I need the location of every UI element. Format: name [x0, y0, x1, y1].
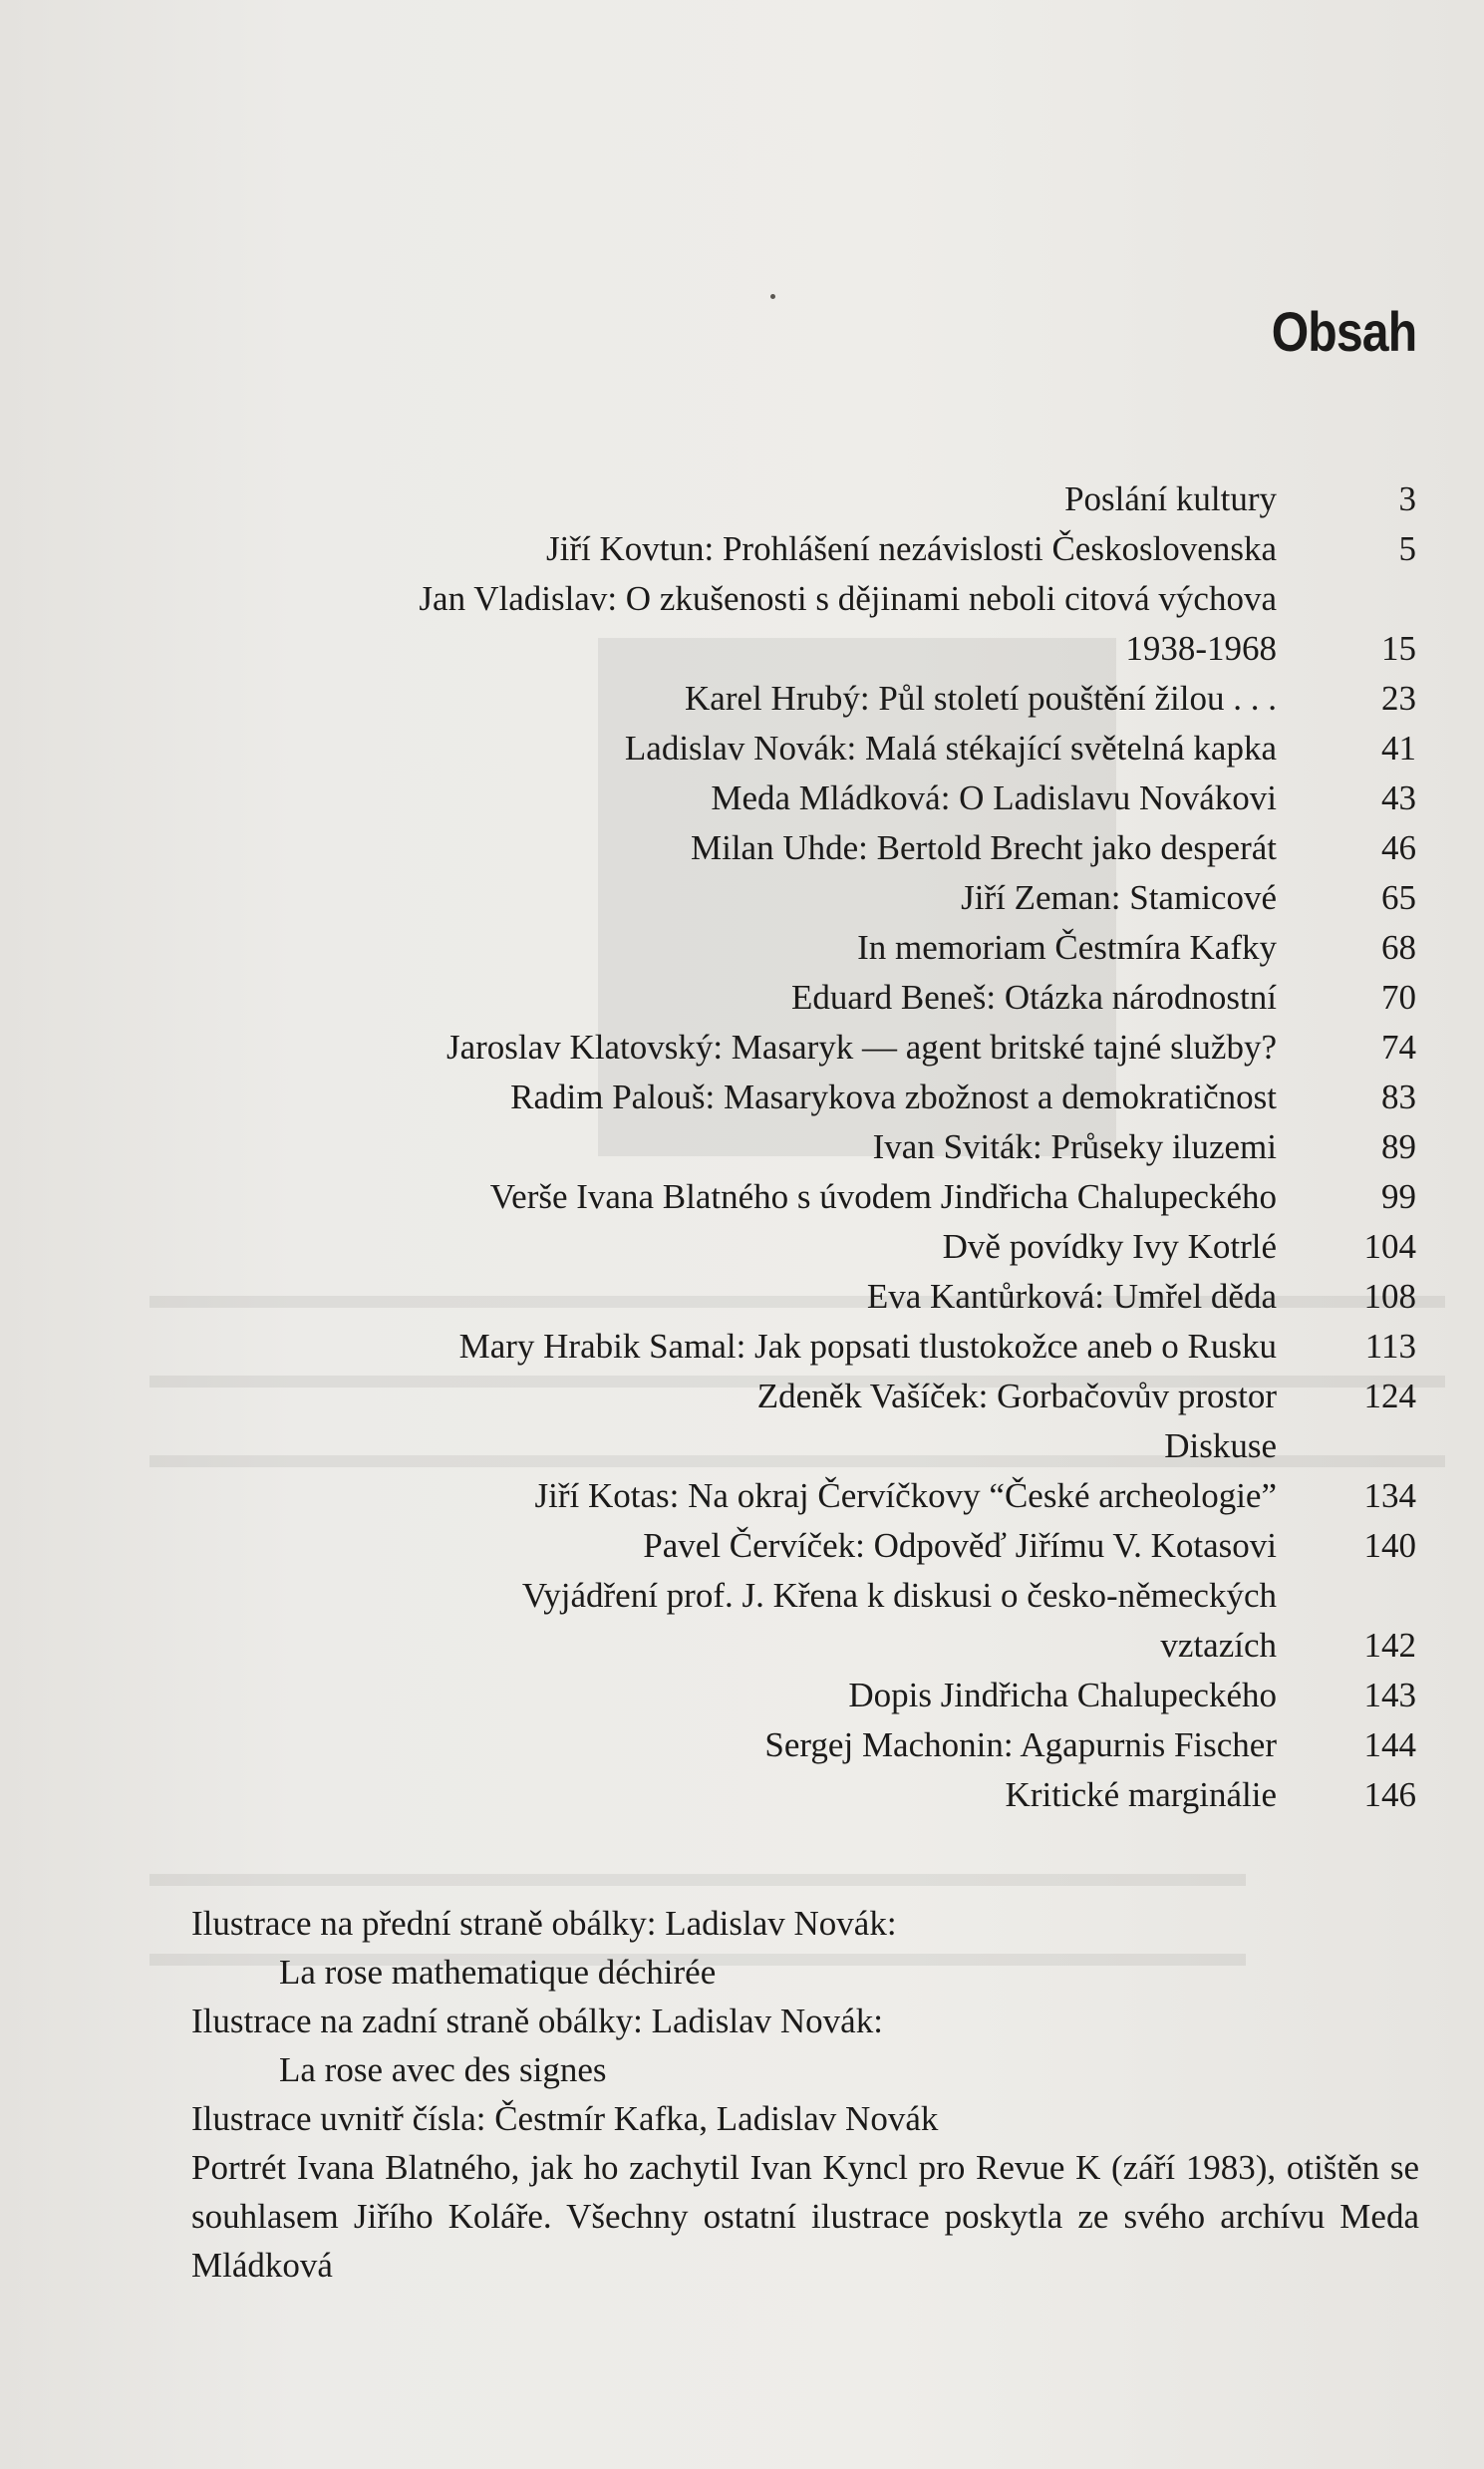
toc-entry-page-number: 142 — [1363, 1626, 1416, 1665]
toc-entry-page-number: 68 — [1381, 928, 1416, 967]
toc-entry-page-number: 146 — [1363, 1775, 1416, 1814]
toc-entry-title: Poslání kultury — [1064, 479, 1277, 518]
toc-entry-page-number: 65 — [1381, 878, 1416, 917]
toc-entry-title: Radim Palouš: Masarykova zbožnost a demokratičnost — [510, 1078, 1277, 1116]
toc-entry-title: Diskuse — [1164, 1426, 1277, 1465]
front-cover-title: La rose mathematique déchirée — [279, 1953, 717, 1992]
toc-entry-page-number: 23 — [1381, 679, 1416, 718]
toc-entry-title: Jan Vladislav: O zkušenosti s dějinami neboli citová výchova 1938-1968 — [419, 579, 1277, 668]
toc-entry-title: Eduard Beneš: Otázka národnostní — [791, 978, 1277, 1017]
toc-entry-page-number: 74 — [1381, 1028, 1416, 1067]
toc-entry — [184, 823, 1416, 873]
toc-entry — [184, 1073, 1416, 1122]
toc-entry-title: Sergej Machonin: Agapurnis Fischer — [764, 1725, 1277, 1764]
toc-entry-title: Jiří Zeman: Stamicové — [961, 878, 1277, 917]
back-cover-title: La rose avec des signes — [279, 2050, 607, 2089]
toc-entry — [184, 524, 1416, 574]
toc-entry — [184, 674, 1416, 724]
toc-entry-page-number: 99 — [1381, 1177, 1416, 1216]
toc-entry-title: Dopis Jindřicha Chalupeckého — [848, 1676, 1277, 1714]
toc-entry-page-number: 124 — [1363, 1377, 1416, 1415]
toc-entry — [184, 474, 1416, 524]
toc-entry-page-number: 144 — [1363, 1725, 1416, 1764]
toc-entry-page-number: 140 — [1363, 1526, 1416, 1565]
toc-entry-title: Milan Uhde: Bertold Brecht jako desperát — [690, 828, 1277, 867]
toc-entry — [184, 1720, 1416, 1770]
toc-entry — [184, 1521, 1416, 1571]
toc-entry-page-number: 108 — [1363, 1277, 1416, 1316]
toc-entry-title: Pavel Červíček: Odpověď Jiřímu V. Kotasovi — [643, 1526, 1277, 1565]
table-of-contents — [184, 474, 1416, 1820]
toc-entry — [184, 1471, 1416, 1521]
toc-entry-page-number: 143 — [1363, 1676, 1416, 1714]
toc-entry — [184, 1571, 1416, 1671]
toc-entry — [184, 1172, 1416, 1222]
toc-entry-page-number: 41 — [1381, 729, 1416, 768]
toc-entry-title: Zdeněk Vašíček: Gorbačovův prostor — [756, 1377, 1277, 1415]
toc-entry — [184, 724, 1416, 773]
toc-entry — [184, 873, 1416, 923]
toc-entry-title: Kritické marginálie — [1005, 1775, 1277, 1814]
toc-entry — [184, 1023, 1416, 1073]
toc-entry — [184, 1272, 1416, 1322]
page-title: Obsah — [1271, 300, 1416, 363]
toc-entry-page-number: 104 — [1363, 1227, 1416, 1266]
toc-entry-page-number: 83 — [1381, 1078, 1416, 1116]
toc-entry — [184, 1122, 1416, 1172]
toc-entry-title: Karel Hrubý: Půl století pouštění žilou . . . — [685, 679, 1277, 718]
toc-entry — [184, 574, 1416, 674]
toc-entry — [184, 773, 1416, 823]
illustration-notes — [191, 1899, 1419, 2290]
toc-entry — [184, 1222, 1416, 1272]
toc-entry — [184, 1770, 1416, 1820]
toc-entry-page-number: 89 — [1381, 1127, 1416, 1166]
toc-entry-page-number: 3 — [1398, 479, 1416, 518]
toc-entry-title: Dvě povídky Ivy Kotrlé — [942, 1227, 1277, 1266]
toc-entry-page-number: 134 — [1363, 1476, 1416, 1515]
toc-entry-page-number: 15 — [1381, 629, 1416, 668]
inside-illustrations: Ilustrace uvnitř čísla: Čestmír Kafka, Ladislav Novák — [191, 2099, 939, 2138]
portrait-credit: Portrét Ivana Blatného, jak ho zachytil Ivan Kyncl pro Revue K (září 1983), otištěn se souhlasem Jiřího Koláře. Všechny ostatní ilustrace poskytla ze svého archívu Meda Mládková — [191, 2148, 1419, 2285]
toc-entry-title: Eva Kantůrková: Umřel děda — [866, 1277, 1277, 1316]
toc-entry-title: Vyjádření prof. J. Křena k diskusi o česko-německých vztazích — [521, 1576, 1277, 1665]
toc-entry — [184, 1421, 1416, 1471]
toc-entry — [184, 923, 1416, 973]
toc-entry — [184, 973, 1416, 1023]
back-cover-label: Ilustrace na zadní straně obálky: Ladislav Novák: — [191, 2002, 883, 2040]
toc-entry — [184, 1322, 1416, 1372]
toc-entry-title: Verše Ivana Blatného s úvodem Jindřicha Chalupeckého — [489, 1177, 1277, 1216]
toc-entry-page-number: 43 — [1381, 778, 1416, 817]
speck-mark — [770, 294, 775, 299]
toc-entry-title: Meda Mládková: O Ladislavu Novákovi — [711, 778, 1277, 817]
toc-entry-title: Ivan Sviták: Průseky iluzemi — [872, 1127, 1277, 1166]
toc-entry-title: Jaroslav Klatovský: Masaryk — agent britské tajné služby? — [446, 1028, 1277, 1067]
toc-entry-page-number: 113 — [1364, 1327, 1416, 1366]
toc-entry-title: Jiří Kotas: Na okraj Červíčkovy “České archeologie” — [534, 1476, 1277, 1515]
toc-entry-title: In memoriam Čestmíra Kafky — [857, 928, 1277, 967]
toc-entry — [184, 1372, 1416, 1421]
toc-entry-page-number: 46 — [1381, 828, 1416, 867]
toc-entry-page-number: 5 — [1398, 529, 1416, 568]
toc-entry-page-number: 70 — [1381, 978, 1416, 1017]
toc-entry-title: Jiří Kovtun: Prohlášení nezávislosti Československa — [546, 529, 1277, 568]
toc-entry — [184, 1671, 1416, 1720]
toc-entry-title: Mary Hrabik Samal: Jak popsati tlustokožce aneb o Rusku — [458, 1327, 1277, 1366]
toc-entry-title: Ladislav Novák: Malá stékající světelná kapka — [624, 729, 1277, 768]
front-cover-label: Ilustrace na přední straně obálky: Ladislav Novák: — [191, 1904, 897, 1943]
